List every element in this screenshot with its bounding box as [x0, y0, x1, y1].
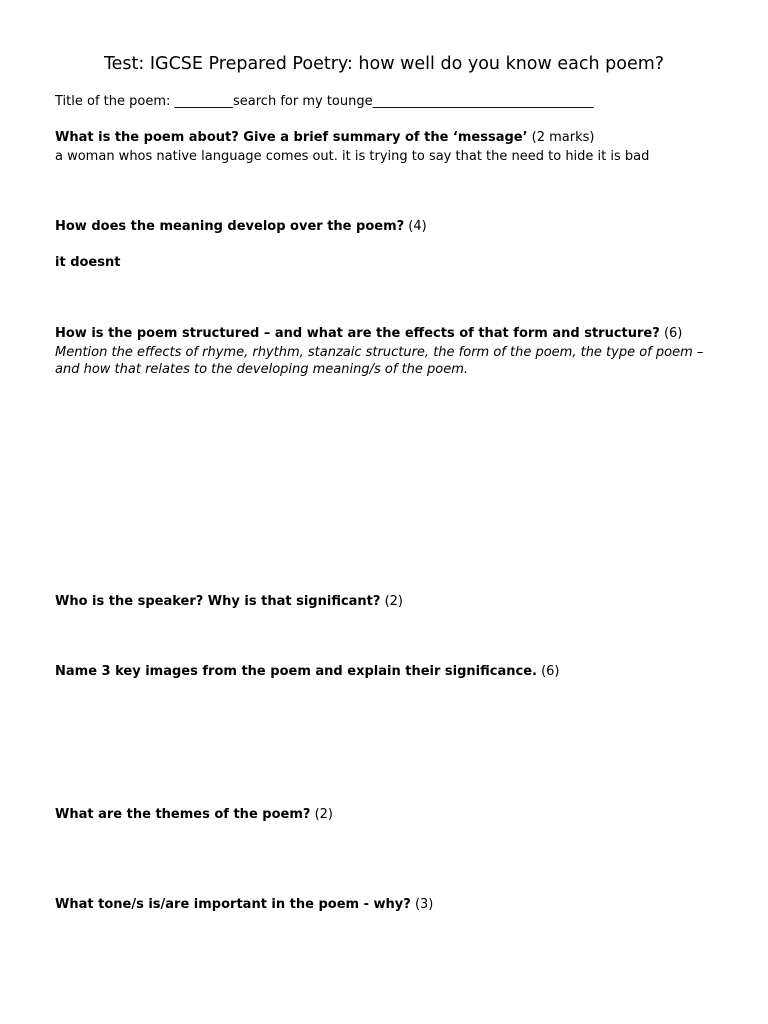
question-marks: (2 marks) [531, 130, 595, 145]
answer-development: it doesnt [55, 255, 121, 270]
poem-title-line: Title of the poem: _________search for my tounge__________________________________ [55, 94, 594, 109]
question-text: What are the themes of the poem? [55, 807, 311, 822]
question-marks: (2) [384, 594, 404, 609]
question-text: How is the poem structured – and what are the effects of that form and structure? [55, 326, 660, 341]
question-text: What is the poem about? Give a brief summary of the ‘message’ [55, 130, 528, 145]
question-marks: (6) [541, 664, 560, 679]
question-speaker [55, 593, 715, 610]
question-text: What tone/s is/are important in the poem - why? [55, 897, 411, 912]
question-structure [55, 325, 715, 342]
page-title: Test: IGCSE Prepared Poetry: how well do you know each poem? [103, 54, 665, 74]
question-summary [55, 129, 715, 146]
question-text: How does the meaning develop over the poem? [55, 219, 405, 234]
question-images [55, 663, 715, 680]
answer-summary: a woman whos native language comes out. it is trying to say that the need to hide it is bad [55, 149, 650, 164]
question-marks: (2) [314, 807, 333, 822]
question-marks: (3) [414, 897, 434, 912]
question-themes [55, 806, 715, 823]
question-development [55, 218, 715, 235]
question-tone [55, 896, 715, 913]
question-marks: (6) [663, 326, 683, 341]
structure-hint: Mention the effects of rhyme, rhythm, stanzaic structure, the form of the poem, the type of poem – and how that relates to the developing meaning/s of the poem. [55, 345, 704, 377]
question-text: Who is the speaker? Why is that significant? [55, 594, 381, 609]
question-text: Name 3 key images from the poem and explain their significance. [55, 664, 537, 679]
question-marks: (4) [408, 219, 427, 234]
